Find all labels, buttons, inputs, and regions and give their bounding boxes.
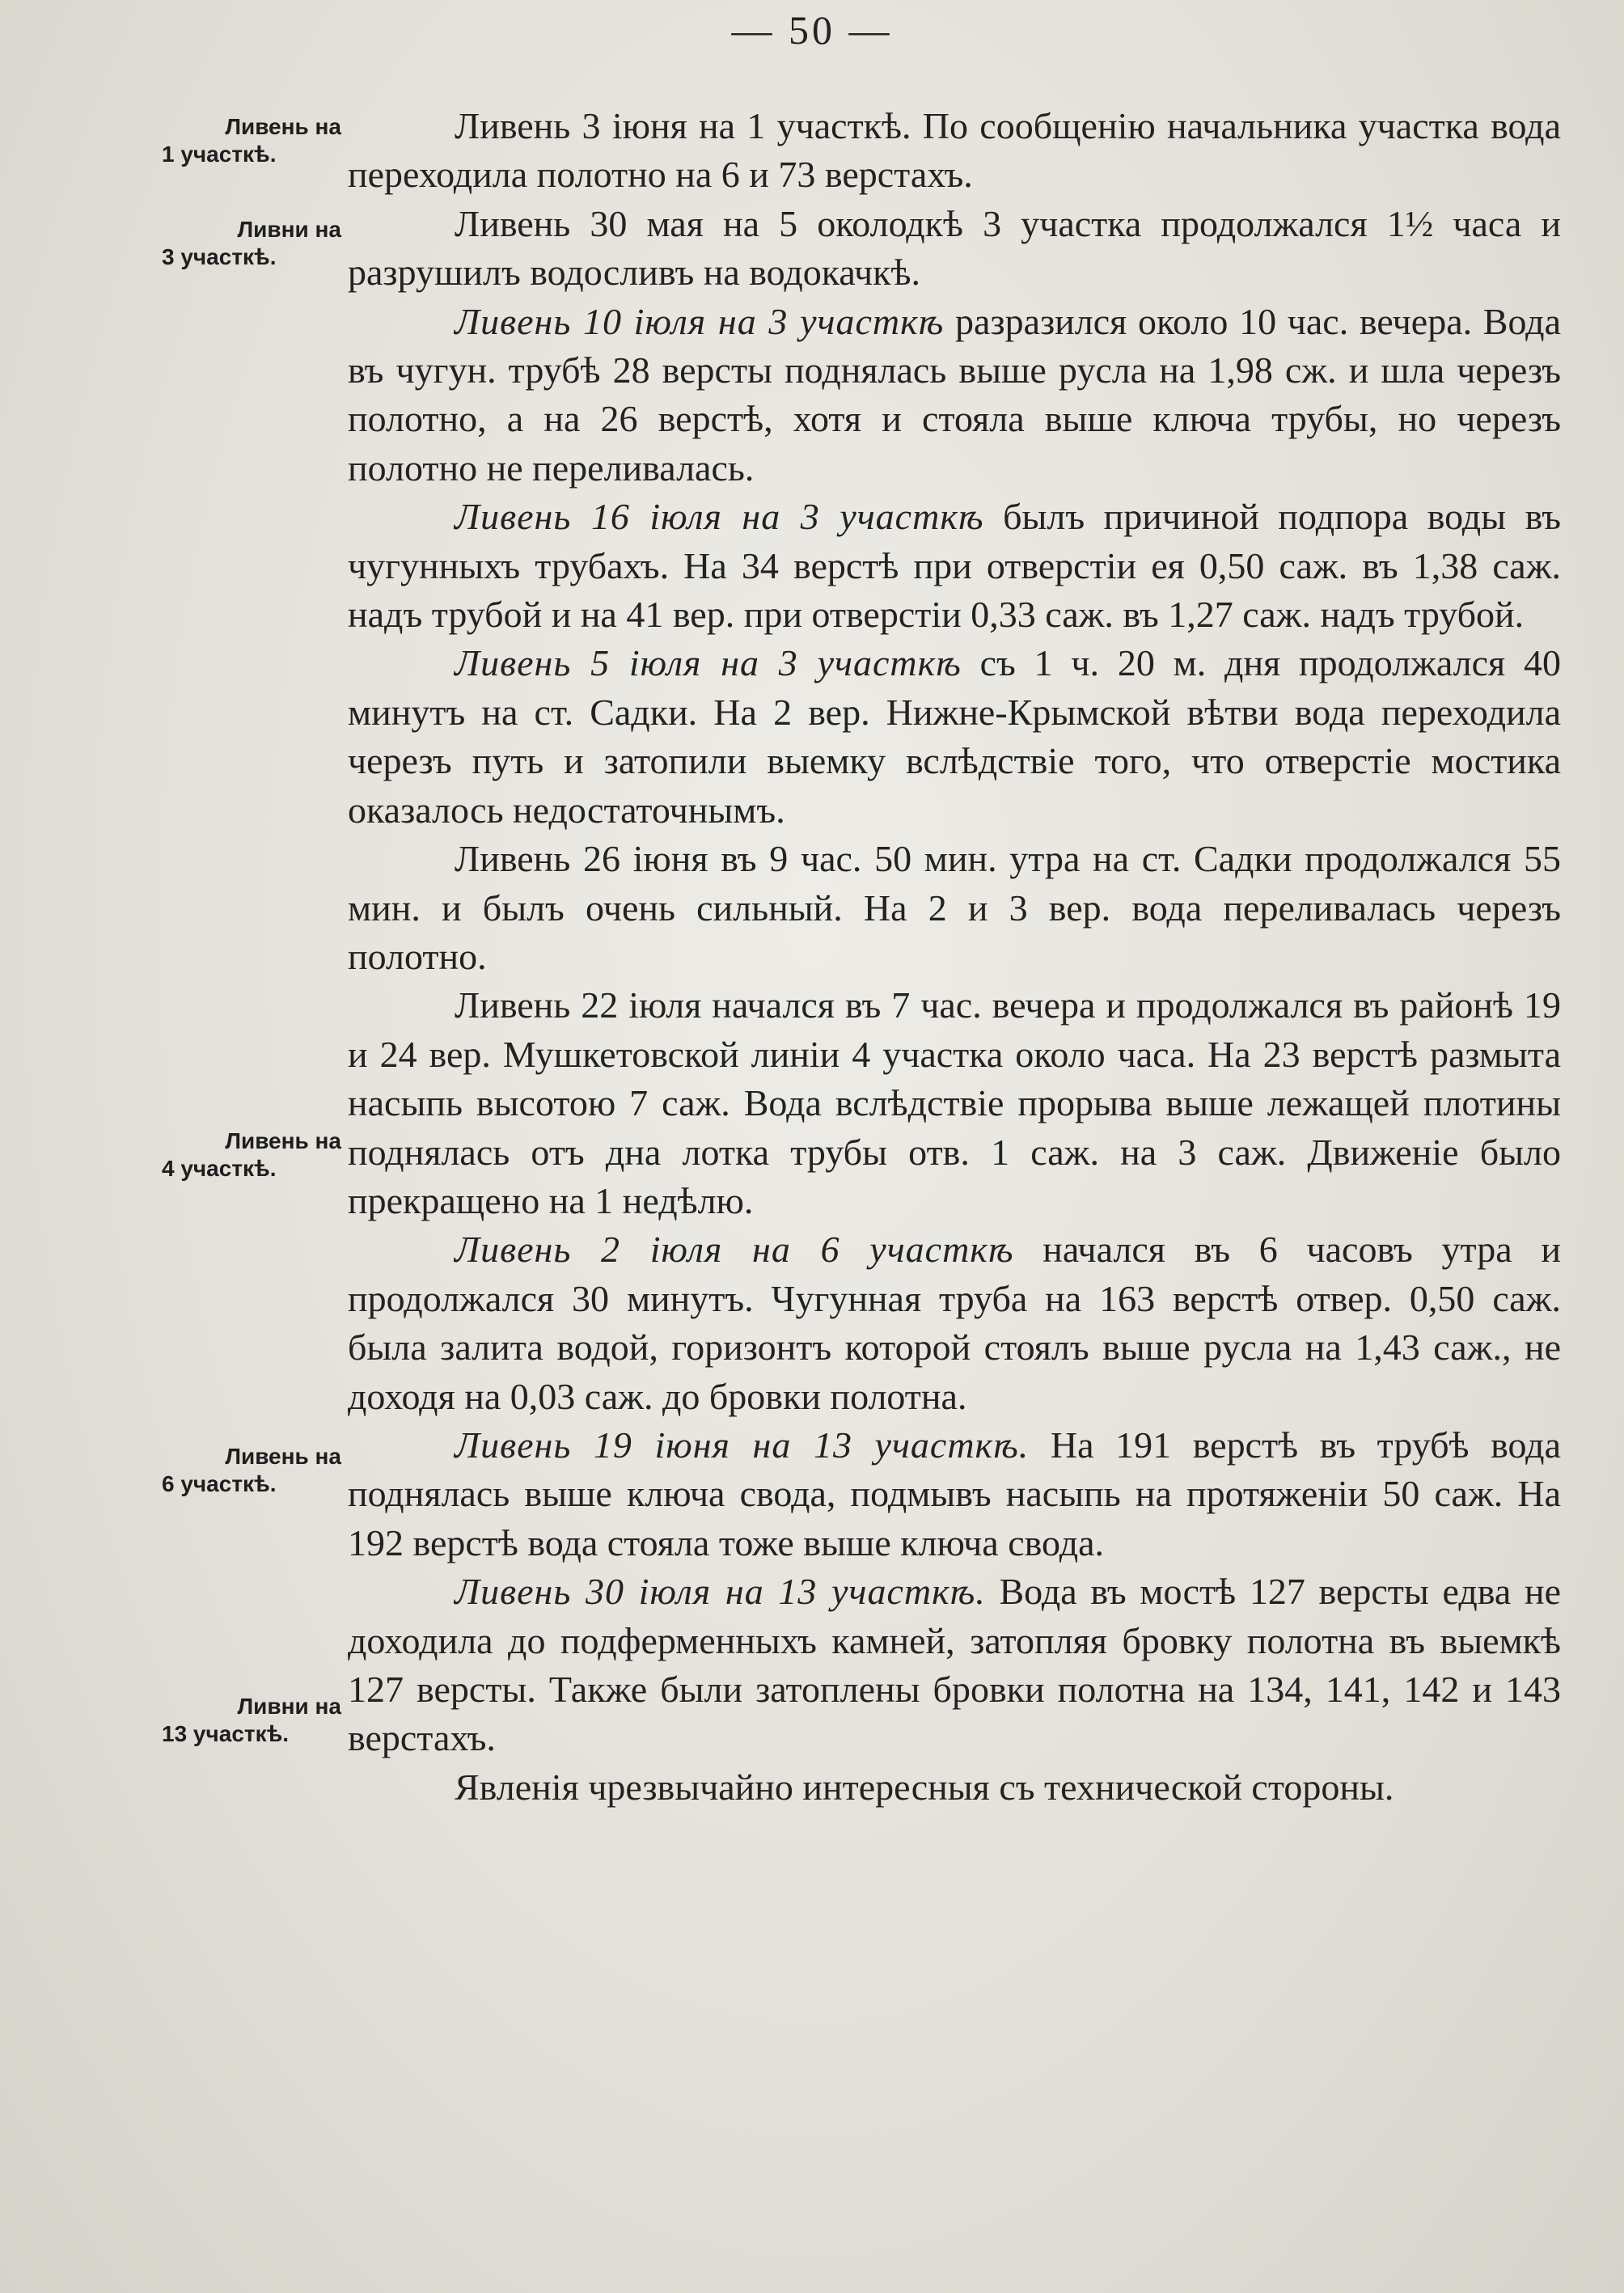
paragraph (348, 1225, 1561, 1421)
margin-note (162, 216, 348, 271)
paragraph-text: Ливень 22 iюля начался въ 7 час. вечера и продолжался въ районѣ 19 и 24 вер. Мушкетовской линiи 4 участка около часа. На 23 верстѣ размыта насыпь высотою 7 саж. Вода вслѣдствiе прорыва выше лежащей плотины поднялась отъ дна лотка трубы отв. 1 саж. на 3 саж. Движенiе было прекращено на 1 недѣлю. (348, 984, 1561, 1221)
paragraph (348, 981, 1561, 1225)
paragraph-text: Ливень 3 iюня на 1 участкѣ. По сообщенiю начальника участка вода переходила полотно на 6 и 73 верстахъ. (348, 105, 1561, 196)
paragraph-text: Ливень 26 iюня въ 9 час. 50 мин. утра на ст. Садки продолжался 55 мин. и былъ очень сильный. На 2 и 3 вер. вода переливалась черезъ полотно. (348, 838, 1561, 977)
page-number: — 50 — (731, 7, 893, 53)
paragraph-italic-lead: Ливень 2 iюля на 6 участкѣ (455, 1229, 1014, 1271)
paragraph (348, 1567, 1561, 1763)
paragraph-text: былъ причиной подпора воды въ чугунныхъ трубахъ. На 34 верстѣ при отверстiи ея 0,50 саж. въ 1,38 саж. надъ трубой и на 41 вер. при отверстiи 0,33 саж. въ 1,27 саж. надъ трубой. (348, 496, 1561, 636)
margin-note-line: Ливень на (225, 1128, 341, 1153)
paragraph (348, 493, 1561, 639)
paragraph-text: Ливень 30 мая на 5 околодкѣ 3 участка продолжался 1½ часа и разрушилъ водосливъ на водокачкѣ. (348, 202, 1561, 294)
margin-note-line: 13 участкѣ. (162, 1721, 290, 1746)
margin-note (162, 113, 348, 168)
margin-note-line: 1 участкѣ. (162, 142, 277, 167)
paragraph (348, 1421, 1561, 1567)
margin-note-line: Ливни на (237, 1694, 341, 1719)
paragraph-text: Вода въ мостѣ 127 версты едва не доходила до подферменныхъ камней, затопляя бровку полотна въ выемкѣ 127 версты. Также были затоплены бровки полотна на 134, 141, 142 и 143 верстахъ. (348, 1571, 1561, 1759)
margin-note-line: Ливни на (237, 217, 341, 242)
paragraph-italic-lead: Ливень 16 iюля на 3 участкѣ (455, 496, 984, 538)
paragraph (348, 639, 1561, 835)
margin-note (162, 1693, 348, 1748)
margin-note-line: Ливень на (225, 1444, 341, 1469)
paragraph (348, 835, 1561, 981)
body-text (348, 102, 1561, 1812)
paragraph (348, 102, 1561, 200)
margin-note-line: 4 участкѣ. (162, 1156, 277, 1181)
paragraph (348, 1763, 1561, 1812)
paragraph-italic-lead: Ливень 10 iюля на 3 участкѣ (455, 300, 945, 342)
paragraph-text: начался въ 6 часовъ утра и продолжался 30 минутъ. Чугунная труба на 163 верстѣ отвер. 0,50 саж. была залита водой, горизонтъ которой стоялъ выше русла на 1,43 саж., не доходя на 0,03 саж. до бровки полотна. (348, 1229, 1561, 1417)
margin-note (162, 1127, 348, 1182)
paragraph-italic-lead: Ливень 5 iюля на 3 участкѣ (455, 642, 962, 684)
paragraph-italic-lead: Ливень 30 iюля на 13 участкѣ. (455, 1571, 986, 1613)
paragraph (348, 298, 1561, 493)
margin-note-line: 6 участкѣ. (162, 1471, 277, 1496)
margin-note-line: Ливень на (225, 114, 341, 139)
paragraph-text: съ 1 ч. 20 м. дня продолжался 40 минутъ на ст. Садки. На 2 вер. Нижне-Крымской вѣтви вода переходила черезъ путь и затопили выемку вслѣдствiе того, что отверстiе мостика оказалось недостаточнымъ. (348, 642, 1561, 831)
paragraph-text: Явленiя чрезвычайно интересныя съ технической стороны. (455, 1766, 1394, 1808)
paragraph (348, 200, 1561, 298)
paragraph-text: разразился около 10 час. вечера. Вода въ чугун. трубѣ 28 версты поднялась выше русла на 1,98 сж. и шла черезъ полотно, а на 26 верстѣ, хотя и стояла выше ключа трубы, но черезъ полотно не переливалась. (348, 300, 1561, 489)
paragraph-text: На 191 верстѣ въ трубѣ вода поднялась выше ключа свода, подмывъ насыпь на протяженiи 50 саж. На 192 верстѣ вода стояла тоже выше ключа свода. (348, 1424, 1561, 1563)
margin-note-line: 3 участкѣ. (162, 244, 277, 269)
paragraph-italic-lead: Ливень 19 iюня на 13 участкѣ. (455, 1424, 1030, 1466)
margin-note (162, 1443, 348, 1498)
